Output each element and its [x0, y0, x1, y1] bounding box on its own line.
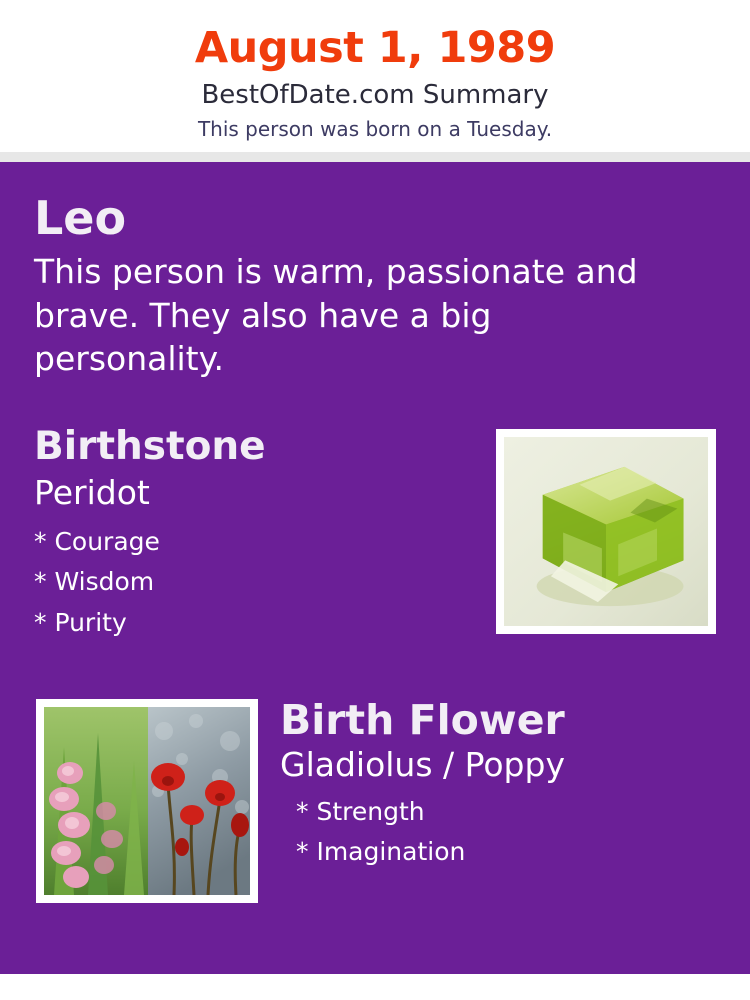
summary-panel [0, 162, 750, 974]
birthstone-trait: * Wisdom [34, 567, 155, 597]
birthstone-trait: * Purity [34, 607, 127, 637]
birthstone-text [34, 423, 464, 643]
born-day-note: This person was born on a Tuesday. [197, 116, 553, 141]
zodiac-description: This person is warm, passionate and brave. They also have a big personality. [34, 252, 638, 379]
gladiolus-poppy-icon [44, 707, 250, 895]
birth-flower-image-frame [36, 699, 258, 903]
page-title: August 1, 1989 [194, 23, 556, 73]
zodiac-sign-name: Leo [34, 190, 127, 245]
birthstone-title: Birthstone [34, 423, 266, 469]
birthstone-image-frame [496, 429, 716, 634]
birthstone-name: Peridot [34, 472, 150, 512]
birthstone-section [34, 423, 716, 657]
birth-flower-name: Gladiolus / Poppy [280, 744, 565, 784]
birth-flower-section [34, 695, 716, 909]
birth-flower-trait: * Strength [296, 796, 425, 826]
birth-flower-text [280, 695, 716, 873]
site-summary-label: BestOfDate.com Summary [201, 80, 549, 111]
birth-flower-traits [280, 792, 716, 873]
header-divider [0, 152, 750, 162]
birth-flower-trait: * Imagination [296, 837, 466, 867]
peridot-gemstone-icon [504, 437, 708, 626]
birth-flower-title: Birth Flower [280, 695, 565, 744]
birthstone-trait: * Courage [34, 526, 160, 556]
page-header [0, 0, 750, 152]
